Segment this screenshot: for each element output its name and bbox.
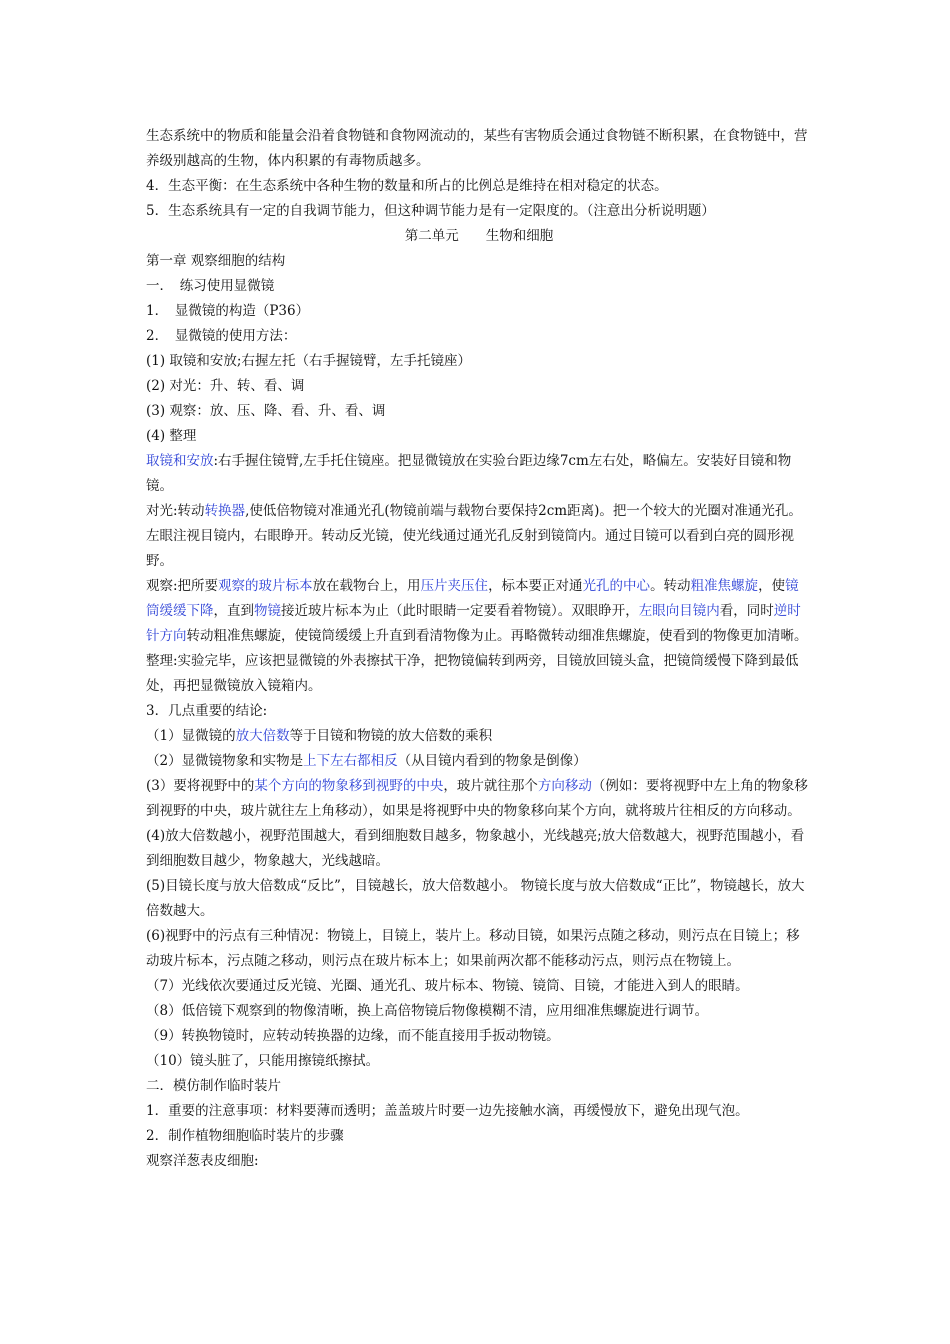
conclusion-9: （9）转换物镜时，应转动转换器的边缘，而不能直接用手扳动物镜。 bbox=[146, 1028, 560, 1044]
paragraph-observe-detail: 观察:把所要观察的玻片标本放在载物台上，用压片夹压住，标本要正对通光孔的中心。转动粗准焦螺旋，使镜筒缓缓下降，直到物镜接近玻片标本为止（此时眼睛一定要看着物镜）。双眼睁开，左眼向目镜内看，同时逆时针方向转动粗准焦螺旋，使镜筒缓缓上升直到看清物像为止。再略微转动细准焦螺旋，使看到的物像更加清晰。 bbox=[146, 578, 808, 644]
conclusion-6: (6)视野中的污点有三种情况：物镜上，目镜上，装片上。移动目镜，如果污点随之移动，则污点在目镜上；移动玻片标本，污点随之移动，则污点在玻片标本上；如果前两次都不能移动污点，则污点在物镜上。 bbox=[146, 928, 800, 969]
conclusion-1: （1）显微镜的放大倍数等于目镜和物镜的放大倍数的乘积 bbox=[146, 728, 493, 744]
conclusion-5: (5)目镜长度与放大倍数成“反比”，目镜越长，放大倍数越小。 物镜长度与放大倍数成“正比”，物镜越长，放大倍数越大。 bbox=[146, 878, 805, 919]
step-tidy: (4) 整理 bbox=[146, 428, 197, 444]
step-light: (2) 对光：升、转、看、调 bbox=[146, 378, 305, 394]
paragraph-eco-balance: 4．生态平衡：在生态系统中各种生物的数量和所占的比例总是维持在相对稳定的状态。 bbox=[146, 178, 668, 194]
conclusion-3: (3）要将视野中的某个方向的物象移到视野的中央，玻片就往那个方向移动（例如：要将视野中左上角的物象移到视野的中央，玻片就往左上角移动），如果是将视野中央的物象移向某个方向，就将玻片往相反的方向移动。 bbox=[146, 778, 808, 819]
paragraph-food-chain: 生态系统中的物质和能量会沿着食物链和食物网流动的，某些有害物质会通过食物链不断积累，在食物链中，营养级别越高的生物，体内积累的有毒物质越多。 bbox=[146, 128, 808, 169]
slide-steps-heading: 2．制作植物细胞临时装片的步骤 bbox=[146, 1128, 344, 1144]
unit-title: 第二单元 生物和细胞 bbox=[404, 228, 554, 244]
list-item-structure: 1． 显微镜的构造（P36） bbox=[146, 303, 310, 319]
conclusion-4: (4)放大倍数越小，视野范围越大，看到细胞数目越多，物象越小，光线越亮;放大倍数越大，视野范围越小，看到细胞数目越少，物象越大，光线越暗。 bbox=[146, 828, 805, 869]
paragraph-light-detail: 对光:转动转换器,使低倍物镜对准通光孔(物镜前端与载物台要保持2cm距离)。把一个较大的光圈对准通光孔。左眼注视目镜内，右眼睁开。转动反光镜，使光线通过通光孔反射到镜筒内。通过目镜可以看到白亮的圆形视野。 bbox=[146, 503, 802, 569]
section-heading-microscope: 一． 练习使用显微镜 bbox=[146, 278, 275, 294]
document-page bbox=[146, 124, 812, 1174]
section-heading-slides: 二．模仿制作临时装片 bbox=[146, 1078, 281, 1094]
onion-observation: 观察洋葱表皮细胞: bbox=[146, 1153, 259, 1169]
conclusion-7: （7）光线依次要通过反光镜、光圈、通光孔、玻片标本、物镜、镜筒、目镜，才能进入到人的眼睛。 bbox=[146, 978, 749, 994]
conclusion-2: （2）显微镜物象和实物是上下左右都相反（从目镜内看到的物象是倒像） bbox=[146, 753, 587, 769]
paragraph-tidy-detail: 整理:实验完毕，应该把显微镜的外表擦拭干净，把物镜偏转到两旁，目镜放回镜头盒，把镜筒缓慢下降到最低处，再把显微镜放入镜箱内。 bbox=[146, 653, 799, 694]
step-take-place: (1) 取镜和安放;右握左托（右手握镜臂，左手托镜座） bbox=[146, 353, 471, 369]
paragraph-take-place-detail: 取镜和安放:右手握住镜臂,左手托住镜座。把显微镜放在实验台距边缘7cm左右处，略偏左。安装好目镜和物镜。 bbox=[146, 453, 792, 494]
list-item-usage: 2． 显微镜的使用方法： bbox=[146, 328, 297, 344]
chapter-title: 第一章 观察细胞的结构 bbox=[146, 253, 286, 269]
paragraph-self-regulation: 5．生态系统具有一定的自我调节能力，但这种调节能力是有一定限度的。（注意出分析说明题） bbox=[146, 203, 715, 219]
conclusion-10: （10）镜头脏了，只能用擦镜纸擦拭。 bbox=[146, 1053, 380, 1069]
step-observe: (3) 观察：放、压、降、看、升、看、调 bbox=[146, 403, 386, 419]
slide-notes: 1．重要的注意事项：材料要薄而透明；盖盖玻片时要一边先接触水滴，再缓慢放下，避免出现气泡。 bbox=[146, 1103, 749, 1119]
conclusion-8: （8）低倍镜下观察到的物像清晰，换上高倍物镜后物像模糊不清，应用细准焦螺旋进行调节。 bbox=[146, 1003, 709, 1019]
section-heading-conclusions: 3．几点重要的结论: bbox=[146, 703, 268, 719]
